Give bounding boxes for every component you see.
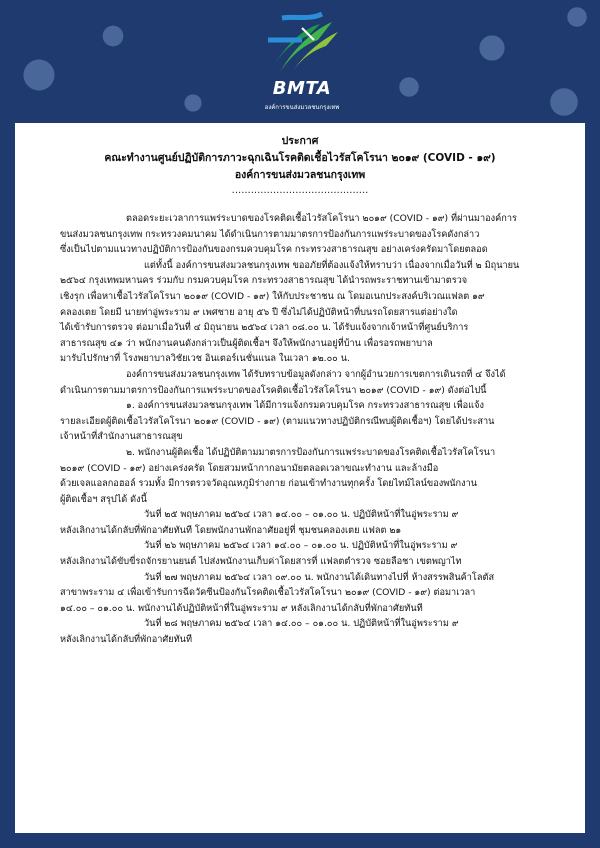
announcement-header xyxy=(15,133,585,198)
bmta-logo xyxy=(262,10,342,118)
virus-decoration xyxy=(470,26,514,70)
virus-decoration xyxy=(95,18,131,54)
body-line: มารับไปรักษาที่ โรงพยาบาลวิชัยเวช อินเตอร์เนชั่นแนล ในเวลา ๑๒.๐๐ น. xyxy=(60,353,350,365)
body-line: ด้วยเจลแอลกอฮอล์ รวมทั้ง มีการตรวจวัดอุณหภูมิร่างกาย ก่อนเข้าทำงานทุกครั้ง โดยไทม์ไลน์ของพนักงาน xyxy=(60,478,478,490)
body-line: แต่ทั้งนี้ องค์การขนส่งมวลชนกรุงเทพ ขออภัยที่ต้องแจ้งให้ทราบว่า เนื่องจากเมื่อวันที่ ๒ มิถุนายน xyxy=(144,259,520,271)
body-line: วันที่ ๒๕ พฤษภาคม ๒๕๖๔ เวลา ๑๔.๐๐ – ๐๑.๐๐ น. ปฏิบัติหน้าที่ในอู่พระราม ๙ xyxy=(144,509,459,521)
bmta-logo-icon xyxy=(262,10,342,80)
virus-decoration xyxy=(12,48,66,102)
body-line: เจ้าหน้าที่สำนักงานสาธารณสุข xyxy=(60,431,183,443)
body-line: หลังเลิกงานได้กลับที่พักอาศัยทันที xyxy=(60,634,193,646)
announcement-body xyxy=(60,211,565,648)
body-line: องค์การขนส่งมวลชนกรุงเทพ ได้รับทราบข้อมูลดังกล่าว จากผู้อำนวยการเขตการเดินรถที่ ๔ จึงได้ xyxy=(126,368,506,380)
header-line-3: องค์การขนส่งมวลชนกรุงเทพ xyxy=(234,169,366,181)
body-line: วันที่ ๒๘ พฤษภาคม ๒๕๖๔ เวลา ๑๔.๐๐ – ๐๑.๐๐ น. ปฏิบัติหน้าที่ในอู่พระราม ๙ xyxy=(144,618,459,630)
body-line: ๒๐๑๙ (COVID - ๑๙) อย่างเคร่งครัด โดยสวมหน้ากากอนามัยตลอดเวลาขณะทำงาน และล้างมือ xyxy=(60,462,439,474)
logo-subtitle: องค์การขนส่งมวลชนกรุงเทพ xyxy=(264,104,340,111)
body-line: วันที่ ๒๖ พฤษภาคม ๒๕๖๔ เวลา ๑๔.๐๐ – ๐๑.๐๐ น. ปฏิบัติหน้าที่ในอู่พระราม ๙ xyxy=(144,540,458,552)
body-line: ผู้ติดเชื้อฯ สรุปได้ ดังนี้ xyxy=(60,493,147,505)
body-line: ตลอดระยะเวลาการแพร่ระบาดของโรคติดเชื้อไวรัสโคโรนา ๒๐๑๙ (COVID - ๑๙) ที่ผ่านมาองค์การ xyxy=(126,213,517,224)
virus-decoration xyxy=(178,88,208,118)
header-line-2: คณะทำงานศูนย์ปฏิบัติการภาวะฉุกเฉินโรคติดเชื้อไวรัสโคโรนา ๒๐๑๙ (COVID - ๑๙) xyxy=(104,152,496,164)
body-line: ขนส่งมวลชนกรุงเทพ กระทรวงคมนาคม ได้ดำเนินการตามมาตรการป้องกันการแพร่ระบาดของโรคดังกล่าว xyxy=(60,228,480,240)
body-line: หลังเลิกงานได้กลับที่พักอาศัยทันที โดยพนักงานพักอาศัยอยู่ที่ ชุมชนคลองเตย แฟลต ๒๑ xyxy=(60,524,402,536)
body-line: ซึ่งเป็นไปตามแนวทางปฏิบัติการป้องกันของกรมควบคุมโรค กระทรวงสาธารณสุข อย่างเคร่งครัดมาโดยตลอด xyxy=(60,244,488,256)
virus-decoration xyxy=(392,70,426,104)
body-line: ได้เข้ารับการตรวจ ต่อมาเมื่อวันที่ ๔ มิถุนายน ๒๕๖๔ เวลา ๐๘.๐๐ น. ได้รับแจ้งจากเจ้าหน้าที่ศูนย์บริการ xyxy=(60,322,469,334)
body-line: ดำเนินการตามมาตรการป้องกันการแพร่ระบาดของโรคติดเชื้อไวรัสโคโรนา ๒๐๑๙ (COVID - ๑๙) ดังต่อไปนี้ xyxy=(60,384,487,396)
body-line: วันที่ ๒๗ พฤษภาคม ๒๕๖๔ เวลา ๐๙.๐๐ น. พนักงานได้เดินทางไปที่ ห้างสรรพสินค้าโลตัส xyxy=(144,571,495,583)
body-line: คลองเตย โดยมี นายท่าอู่พระราม ๙ เพศชาย อายุ ๕๖ ปี ซึ่งไม่ได้ปฏิบัติหน้าที่บนรถโดยสารแต่อย่างใด xyxy=(60,306,458,318)
virus-decoration xyxy=(560,0,594,34)
body-line: ๒๕๖๔ กรุงเทพมหานคร ร่วมกับ กรมควบคุมโรค กระทรวงสาธารณสุข ได้นำรถพระราชทานเข้ามาตรวจ xyxy=(60,275,468,287)
body-line: ๑๔.๐๐ – ๐๑.๐๐ น. พนักงานได้ปฏิบัติหน้าที่ในอู่พระราม ๙ หลังเลิกงานได้กลับที่พักอาศัยทันที xyxy=(60,602,423,614)
body-line: เชิงรุก เพื่อหาเชื้อไวรัสโคโรนา ๒๐๑๙ (COVID - ๑๙) ให้กับประชาชน ณ โดมอเนกประสงค์บริเวณแฟลต ๑๙ xyxy=(60,290,485,302)
body-line: รายละเอียดผู้ติดเชื้อไวรัสโคโรนา ๒๐๑๙ (COVID - ๑๙) (ตามแนวทางปฏิบัติกรณีพบผู้ติดเชื้อฯ) โดยได้ประสาน xyxy=(60,415,495,427)
body-line: สาขาพระราม ๔ เพื่อเข้ารับการฉีดวัคซีนป้องกันโรคติดเชื้อไวรัสโคโรนา ๒๐๑๙ (COVID - ๑๙) ต่อมาเวลา xyxy=(60,587,476,599)
announcement-document xyxy=(15,123,585,833)
virus-decoration xyxy=(540,78,588,126)
header-divider: ........................................... xyxy=(231,185,369,196)
body-line: หลังเลิกงานได้ขับขี่รถจักรยานยนต์ ไปส่งพนักงานเก็บค่าโดยสารที่ แฟลตตำรวจ ซอยลือชา เขตพญาไท xyxy=(60,556,462,568)
body-line: สาธารณสุข ๔๑ ว่า พนักงานคนดังกล่าวเป็นผู้ติดเชื้อฯ จึงให้พนักงานอยู่ที่บ้าน เพื่อรอรถพยาบาล xyxy=(60,337,433,349)
logo-name: BMTA xyxy=(272,78,332,99)
body-line: ๒. พนักงานผู้ติดเชื้อ ได้ปฏิบัติตามมาตรการป้องกันการแพร่ระบาดของโรคติดเชื้อไวรัสโคโรนา xyxy=(126,446,496,458)
body-line: ๑. องค์การขนส่งมวลชนกรุงเทพ ได้มีการแจ้งกรมควบคุมโรค กระทรวงสาธารณสุข เพื่อแจ้ง xyxy=(126,400,484,412)
header-line-1: ประกาศ xyxy=(281,135,319,147)
